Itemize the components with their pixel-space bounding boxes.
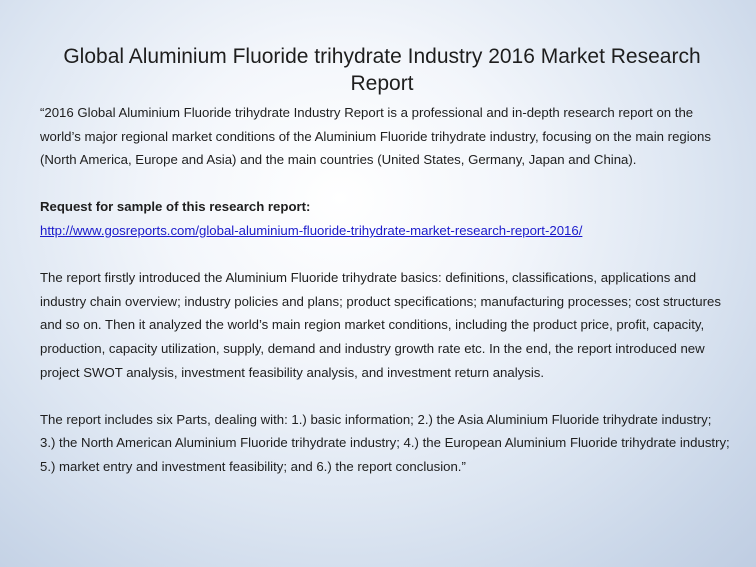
slide-title: Global Aluminium Fluoride trihydrate Industry 2016 Market Research Report [63, 45, 701, 95]
spacer [40, 172, 730, 196]
report-link-line [40, 219, 730, 243]
parts-paragraph: The report includes six Parts, dealing with: 1.) basic information; 2.) the Asia Aluminium Fluoride trihydrate industry; 3.) the North American Aluminium Fluoride trihydrate industry; 4.) the European Aluminium Fluoride trihydrate industry; 5.) market entry and investment feasibility; and 6.) the report conclusion.” [40, 411, 730, 474]
spacer [40, 243, 730, 267]
intro-paragraph: “2016 Global Aluminium Fluoride trihydrate Industry Report is a professional and in-depth research report on the world’s major regional market conditions of the Aluminium Fluoride trihydrate industry, focusing on the main regions (North America, Europe and Asia) and the main countries (United States, Germany, Japan and China). [40, 105, 711, 168]
request-sample-label: Request for sample of this research report: [40, 199, 311, 215]
report-link[interactable]: http://www.gosreports.com/global-aluminium-fluoride-trihydrate-market-research-report-2016/ [40, 222, 583, 238]
spacer [40, 384, 730, 408]
slide-body [40, 101, 730, 479]
basics-paragraph: The report firstly introduced the Aluminium Fluoride trihydrate basics: definitions, classifications, applications and industry chain overview; industry policies and plans; product specifications; manufacturing processes; cost structures and so on. Then it analyzed the world’s main region market conditions, including the product price, profit, capacity, production, capacity utilization, supply, demand and industry growth rate etc. In the end, the report introduced new project SWOT analysis, investment feasibility analysis, and investment return analysis. [40, 270, 721, 380]
